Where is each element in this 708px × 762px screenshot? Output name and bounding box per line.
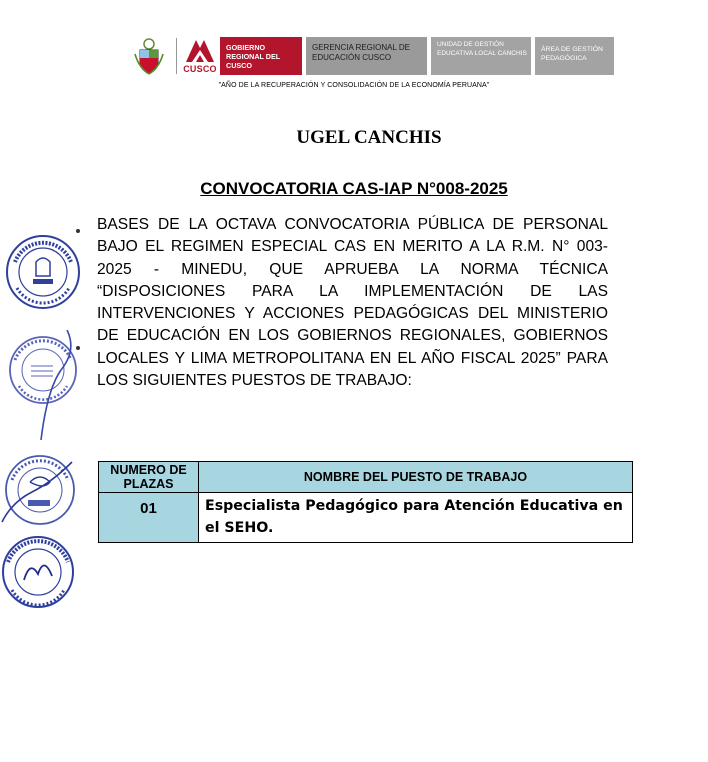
cell-plazas: 01 xyxy=(99,493,199,543)
ugel-box: UNIDAD DE GESTIÓN EDUCATIVA LOCAL CANCHIS xyxy=(431,37,531,75)
gobierno-regional-box: GOBIERNO REGIONAL DEL CUSCO xyxy=(220,37,302,75)
body-paragraph: BASES DE LA OCTAVA CONVOCATORIA PÚBLICA DE PERSONAL BAJO EL REGIMEN ESPECIAL CAS EN MERITO A LA R.M. N° 003-2025 - MINEDU, QUE APRUEBA LA NORMA TÉCNICA “DISPOSICIONES PARA LA IMPLEMENTACIÓN DE LAS INTERVENCIONES Y ACCIONES PEDAGÓGICAS DEL MINISTERIO DE EDUCACIÓN EN LOS GOBIERNOS REGIONALES, GOBIERNOS LOCALES Y LIMA METROPOLITANA EN EL AÑO FISCAL 2025” PARA LOS SIGUIENTES PUESTOS DE TRABAJO: xyxy=(97,216,608,390)
peru-coat-of-arms-icon xyxy=(134,36,164,76)
header-divider xyxy=(176,38,177,74)
year-motto: "AÑO DE LA RECUPERACIÓN Y CONSOLIDACIÓN DE LA ECONOMÍA PERUANA" xyxy=(218,82,490,89)
header-logos xyxy=(134,36,614,76)
ugel-jefe-stamp-icon xyxy=(3,232,83,312)
table-header-row xyxy=(99,462,633,493)
convocatoria-title: CONVOCATORIA CAS-IAP N°008-2025 xyxy=(200,179,508,198)
positions-table xyxy=(98,461,633,543)
cusco-emblem-icon xyxy=(182,36,218,64)
cusco-logo xyxy=(182,36,218,76)
header-nombre-puesto: NOMBRE DEL PUESTO DE TRABAJO xyxy=(199,462,633,493)
cell-puesto: Especialista Pedagógico para Atención Educativa en el SEHO. xyxy=(199,493,633,543)
table-row xyxy=(99,493,633,543)
gerencia-regional-box: GERENCIA REGIONAL DE EDUCACIÓN CUSCO xyxy=(306,37,427,75)
ugel-jefe-stamp-2-icon xyxy=(0,452,80,532)
area-gestion-box: ÁREA DE GESTIÓN PEDAGÓGICA xyxy=(535,37,614,75)
cusco-logo-text: CUSCO xyxy=(183,64,217,74)
page-title: UGEL CANCHIS xyxy=(296,127,442,148)
ministerio-educacion-stamp-icon xyxy=(0,532,80,612)
header-numero-plazas: NUMERO DE PLAZAS xyxy=(99,462,199,493)
area-administracion-stamp-icon xyxy=(5,330,85,445)
